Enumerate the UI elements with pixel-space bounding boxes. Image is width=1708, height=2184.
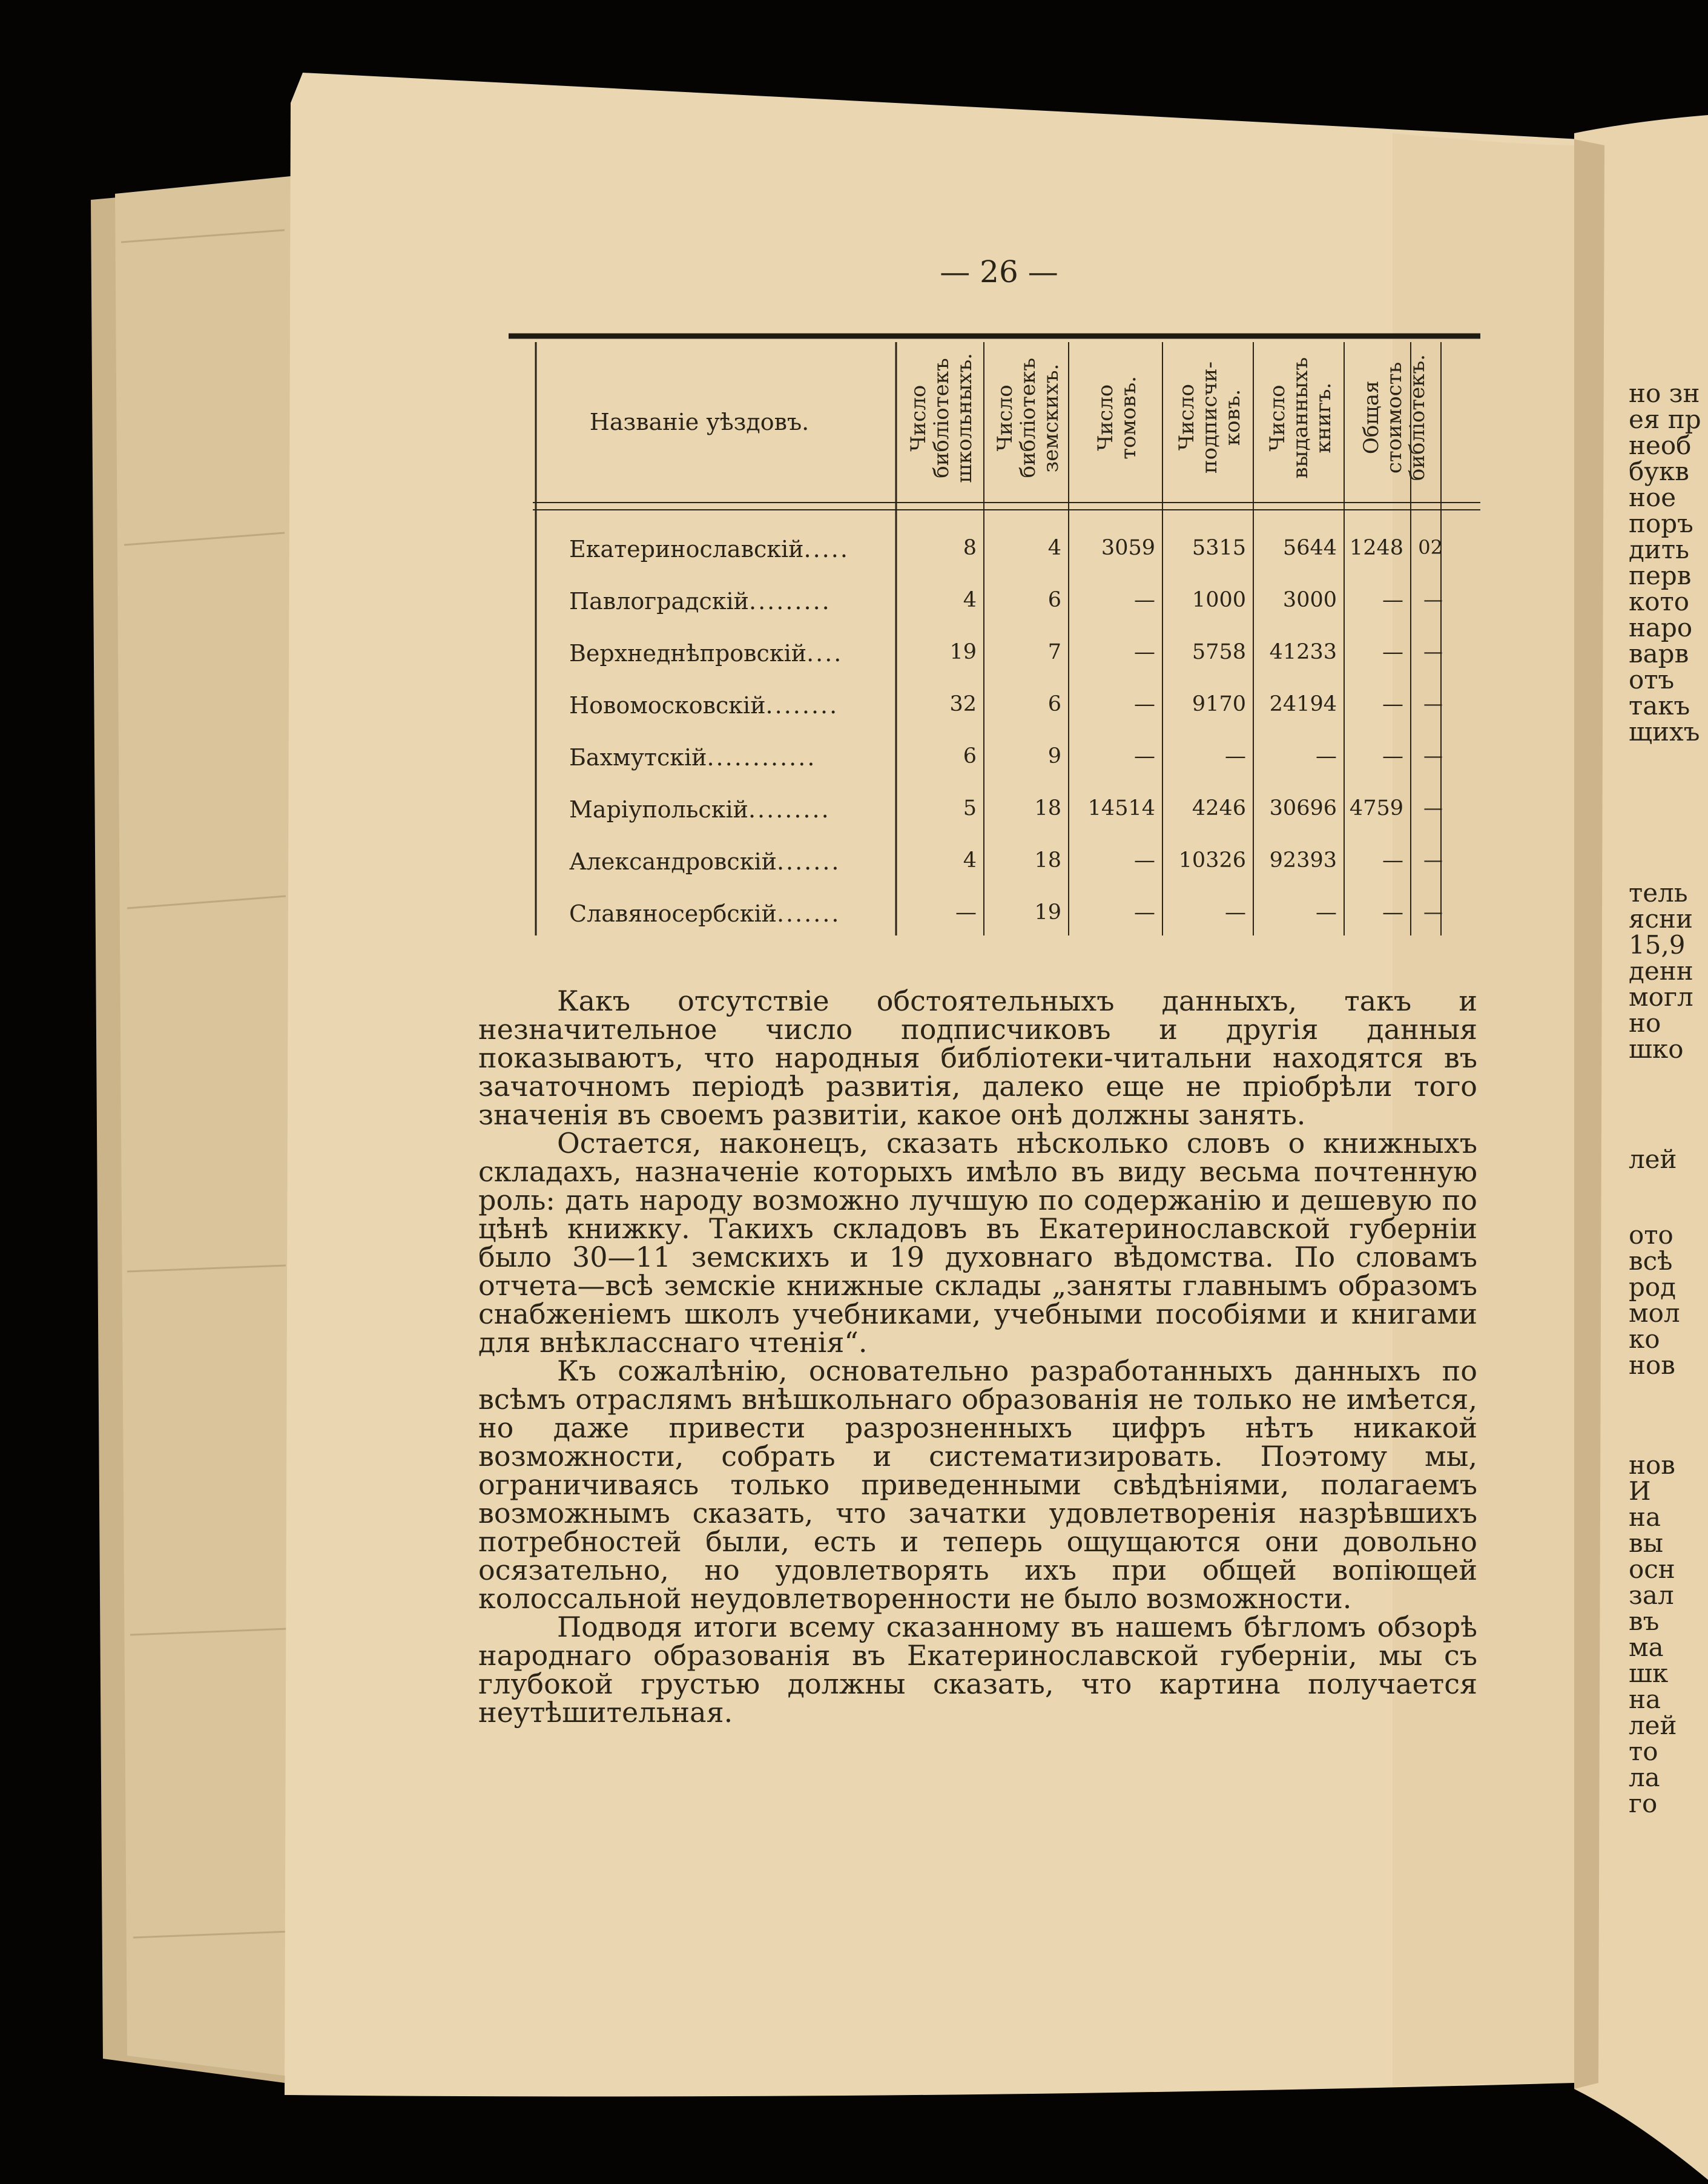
- dot-leader: .......: [776, 848, 841, 875]
- facing-page-line: лей: [1629, 1144, 1677, 1174]
- facing-page-line: И: [1629, 1476, 1651, 1506]
- table-cell: 1000: [1192, 588, 1246, 612]
- facing-page-line: нов: [1629, 1350, 1675, 1380]
- facing-page-line: лей: [1629, 1711, 1677, 1740]
- district-name-text: Маріупольскій: [569, 796, 748, 823]
- paragraph: Остается, наконецъ, сказать нѣсколько словъ о книжныхъ складахъ, назначеніе которыхъ имѣло въ виду весьма почтенную роль: дать народу возможно лучшую по содержанію и дешевую по цѣнѣ книжку. Такихъ складовъ въ Екатеринославской губерніи было 30—11 земскихъ и 19 духовнаго вѣдомства. По словамъ отчета—всѣ земскіе книжные склады „заняты главнымъ образомъ снабженіемъ школъ учебниками, учебными пособіями и книгами для внѣкласснаго чтенія“.: [478, 1127, 1477, 1359]
- facing-page-line: денн: [1629, 956, 1693, 986]
- table-cell: 1248: [1349, 536, 1403, 560]
- facing-page-line: кото: [1629, 587, 1690, 616]
- facing-page-line: ное: [1629, 483, 1677, 512]
- table-cell: 19: [1034, 900, 1061, 925]
- dot-leader: ............: [707, 744, 817, 771]
- facing-page-line: 15,9: [1629, 930, 1686, 960]
- subscribers-header: Число подписчи- ковъ.: [1174, 361, 1245, 474]
- table-cell: 5315: [1192, 536, 1246, 560]
- facing-page-line: варв: [1629, 639, 1689, 668]
- table-row: [509, 836, 1480, 888]
- table-cell: —: [1225, 744, 1246, 768]
- table-row: [509, 576, 1480, 628]
- table-cell: —: [1316, 900, 1337, 925]
- facing-page-line: род: [1629, 1272, 1677, 1302]
- district-name: [569, 796, 884, 823]
- facing-page-line: необ: [1629, 431, 1692, 460]
- table-cell: 6: [963, 744, 977, 768]
- facing-page-line: нов: [1629, 1450, 1675, 1480]
- district-name: [569, 536, 884, 562]
- table-cell: —: [1225, 900, 1246, 925]
- table-cell: —: [1134, 640, 1155, 664]
- facing-page-line: перв: [1629, 561, 1692, 590]
- table-cell: 24194: [1269, 692, 1337, 716]
- table-cell: 3000: [1282, 588, 1337, 612]
- table-cell: 6: [1047, 588, 1061, 612]
- table-row: [509, 888, 1480, 940]
- district-name-text: Бахмутскій: [569, 744, 707, 771]
- table-cell: 8: [963, 536, 977, 560]
- facing-page-line: но: [1629, 1008, 1661, 1038]
- district-name-text: Верхнеднѣпровскій: [569, 640, 807, 667]
- table-row: [509, 680, 1480, 732]
- facing-page-line: тель: [1629, 878, 1688, 908]
- table-cell: 4: [963, 588, 977, 612]
- paragraph: Къ сожалѣнію, основательно разработанныхъ данныхъ по всѣмъ отраслямъ внѣшкольнаго образованія не только не имѣется, но даже привести разрозненныхъ цифръ нѣтъ никакой возможности, собрать и систематизировать. Поэтому мы, ограничиваясь только приведенными свѣдѣніями, полагаемъ возможнымъ сказать, что зачатки удовлетворенія назрѣвшихъ потребностей были, есть и теперь ощущаются они довольно осязательно, но удовлетворять ихъ при общей вопіющей колоссальной неудовлетворенности не было возможности.: [478, 1354, 1477, 1615]
- facing-page-line: ко: [1629, 1324, 1660, 1354]
- table-cell: 32: [949, 692, 977, 716]
- facing-page-line: ла: [1629, 1763, 1660, 1792]
- facing-page-line: ма: [1629, 1632, 1664, 1662]
- facing-page-line: на: [1629, 1684, 1661, 1714]
- table-cell: —: [1423, 744, 1443, 767]
- facing-page-line: отъ: [1629, 665, 1675, 694]
- district-name: [569, 848, 884, 875]
- table-cell: —: [1382, 744, 1403, 768]
- table-cell: 30696: [1269, 796, 1337, 820]
- dot-leader: .....: [803, 536, 849, 562]
- page-number: — 26 —: [940, 254, 1058, 289]
- school-libraries-header: Число библіотекъ школьныхъ.: [906, 352, 977, 483]
- facing-page-line: могл: [1629, 982, 1693, 1012]
- dot-leader: .........: [748, 796, 831, 823]
- books-issued-header: Число выданныхъ книгъ.: [1265, 357, 1336, 479]
- district-name: [569, 640, 884, 667]
- table-cell: —: [1382, 692, 1403, 716]
- facing-page-line: дить: [1629, 535, 1689, 564]
- dot-leader: .......: [776, 900, 841, 927]
- paragraph: Какъ отсутствіе обстоятельныхъ данныхъ, такъ и незначительное число подписчиковъ и другія данныя показываютъ, что народныя библіотеки-читальни находятся въ зачаточномъ періодѣ развитія, далеко еще не пріобрѣли того значенія въ своемъ развитіи, какое онѣ должны занять.: [478, 985, 1477, 1131]
- table-cell: —: [1423, 692, 1443, 715]
- volumes-header: Число томовъ.: [1093, 376, 1141, 460]
- table-cell: 6: [1047, 692, 1061, 716]
- table-cell: —: [1423, 640, 1443, 663]
- facing-page-line: поръ: [1629, 509, 1693, 538]
- table-cell: —: [955, 900, 977, 925]
- table-row: [509, 628, 1480, 680]
- table-cell: 9: [1047, 744, 1061, 768]
- library-statistics-table: [509, 330, 1480, 948]
- facing-page-line: но зн: [1629, 378, 1700, 408]
- facing-page-line: такъ: [1629, 691, 1690, 721]
- table-cell: —: [1134, 900, 1155, 925]
- table-cell: —: [1382, 900, 1403, 925]
- district-name-text: Новомосковскій: [569, 692, 766, 719]
- dot-leader: ....: [806, 640, 843, 667]
- table-cell: 19: [949, 640, 977, 664]
- facing-page-line: мол: [1629, 1298, 1680, 1328]
- facing-page-line: вы: [1629, 1528, 1664, 1558]
- table-row: [509, 732, 1480, 784]
- district-name-header: Названіе уѣздовъ.: [589, 409, 809, 435]
- table-cell: 14514: [1087, 796, 1155, 820]
- table-cell: 92393: [1269, 848, 1337, 873]
- table-cell: —: [1382, 848, 1403, 873]
- total-cost-header: Общая стоимость библіотекъ.: [1359, 354, 1429, 481]
- table-cell: 4759: [1349, 796, 1403, 820]
- district-name: [569, 900, 884, 927]
- facing-page-line: осн: [1629, 1554, 1675, 1584]
- facing-page-line: ото: [1629, 1220, 1673, 1250]
- dot-leader: ........: [765, 692, 839, 719]
- facing-page-line: зал: [1629, 1580, 1674, 1610]
- district-name-text: Павлоградскій: [569, 588, 750, 615]
- table-row: [509, 524, 1480, 576]
- table-cell: 18: [1034, 796, 1061, 820]
- table-cell: 4: [1047, 536, 1061, 560]
- table-cell: 02: [1418, 536, 1443, 559]
- facing-page-line: щихъ: [1629, 717, 1700, 747]
- table-cell: —: [1423, 796, 1443, 819]
- body-text: [478, 987, 1477, 1727]
- facing-page-line: букв: [1629, 457, 1689, 486]
- district-name-text: Екатеринославскій: [569, 536, 804, 562]
- table-cell: —: [1423, 900, 1443, 923]
- facing-page-line: шко: [1629, 1034, 1684, 1064]
- table-cell: 5644: [1282, 536, 1337, 560]
- table-cell: —: [1382, 588, 1403, 612]
- table-cell: 7: [1047, 640, 1061, 664]
- table-cell: —: [1382, 640, 1403, 664]
- table-cell: 9170: [1192, 692, 1246, 716]
- zemstvo-libraries-header: Число библіотекъ земскихъ.: [992, 357, 1063, 478]
- table-cell: 10326: [1178, 848, 1246, 873]
- district-name-text: Александровскій: [569, 848, 777, 875]
- facing-page-line: го: [1629, 1789, 1658, 1818]
- table-cell: —: [1423, 848, 1443, 871]
- table-cell: 4: [963, 848, 977, 873]
- district-name: [569, 588, 884, 615]
- facing-page-line: на: [1629, 1502, 1661, 1532]
- table-row: [509, 784, 1480, 836]
- table-cell: —: [1134, 692, 1155, 716]
- facing-page-line: то: [1629, 1737, 1658, 1766]
- table-cell: —: [1134, 744, 1155, 768]
- table-cell: 5: [963, 796, 977, 820]
- facing-page-line: ея пр: [1629, 404, 1701, 434]
- paragraph: Подводя итоги всему сказанному въ нашемъ бѣгломъ обзорѣ народнаго образованія въ Екатеринославской губерніи, мы съ глубокой грустью должны сказать, что картина получается неутѣшительная.: [478, 1611, 1477, 1729]
- table-cell: 41233: [1269, 640, 1337, 664]
- dot-leader: .........: [749, 588, 831, 615]
- facing-page-line: всѣ: [1629, 1246, 1673, 1276]
- district-name-text: Славяносербскій: [569, 900, 777, 927]
- facing-page-line: шк: [1629, 1658, 1669, 1688]
- table-cell: —: [1134, 588, 1155, 612]
- district-name: [569, 692, 884, 719]
- facing-page-line: въ: [1629, 1606, 1660, 1636]
- table-cell: 4246: [1192, 796, 1246, 820]
- district-name: [569, 744, 884, 771]
- table-cell: 5758: [1192, 640, 1246, 664]
- table-cell: —: [1134, 848, 1155, 873]
- facing-page-line: ясни: [1629, 904, 1693, 934]
- table-cell: —: [1423, 588, 1443, 611]
- facing-page-line: наро: [1629, 613, 1693, 642]
- table-cell: —: [1316, 744, 1337, 768]
- table-cell: 3059: [1101, 536, 1155, 560]
- table-cell: 18: [1034, 848, 1061, 873]
